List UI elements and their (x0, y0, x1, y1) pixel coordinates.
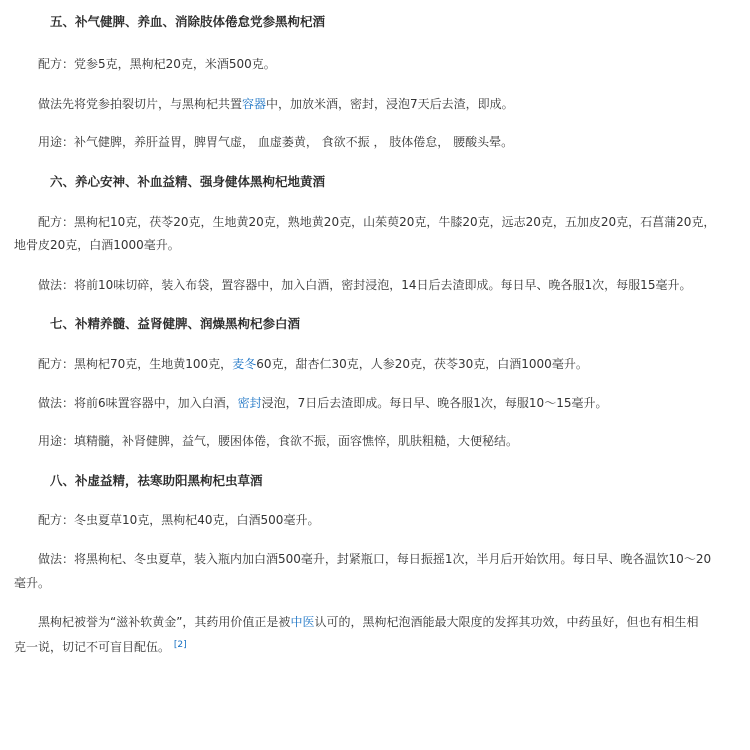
reference-link[interactable]: [2] (173, 640, 187, 650)
link-seal[interactable]: 密封 (237, 396, 262, 410)
method-7-text-b: 浸泡，7日后去渣即成。每日早、晚各服1次，每服10～15毫升。 (261, 396, 608, 410)
formula-8: 配方：冬虫夏草10克，黑枸杞40克，白酒500毫升。 (38, 513, 320, 527)
method-8-line1: 做法：将黑枸杞、冬虫夏草，装入瓶内加白酒500毫升，封紧瓶口，每日振摇1次，半月后开始饮用。每日早、晚各温饮10～20 (38, 552, 712, 566)
formula-7 (38, 356, 588, 372)
closing-text-b: 认可的，黑枸杞泡酒能最大限度的发挥其功效，中药虽好，但也有相生相 (314, 615, 699, 629)
usage-5: 用途：补气健脾，养肝益胃，脾胃气虚， 血虚萎黄， 食欲不振 ， 肢体倦怠， 腰酸头晕。 (38, 135, 514, 149)
method-5 (38, 96, 514, 112)
link-maidong[interactable]: 麦冬 (232, 357, 257, 371)
formula-7-text-b: 60克，甜杏仁30克，人参20克，茯苓30克，白酒1000毫升。 (256, 357, 588, 371)
formula-6-line2: 地骨皮20克，白酒1000毫升。 (14, 238, 180, 252)
closing-text-a: 黑枸杞被誉为“滋补软黄金”，其药用价值正是被 (38, 615, 291, 629)
section-heading-6: 六、养心安神、补血益精、强身健体黑枸杞地黄酒 (50, 174, 326, 189)
usage-7: 用途：填精髓，补肾健脾，益气，腰困体倦，食欲不振，面容憔悴，肌肤粗糙，大便秘结。 (38, 434, 519, 448)
formula-7-text-a: 配方：黑枸杞70克，生地黄100克， (38, 357, 233, 371)
method-7 (38, 395, 607, 411)
link-tcm[interactable]: 中医 (290, 615, 315, 629)
section-heading-8: 八、补虚益精，祛寒助阳黑枸杞虫草酒 (50, 473, 263, 488)
formula-5: 配方：党参5克，黑枸杞20克，米酒500克。 (38, 57, 276, 71)
method-5-text-b: 中，加放米酒，密封，浸泡7天后去渣，即成。 (266, 97, 514, 111)
method-5-text-a: 做法先将党参拍裂切片，与黑枸杞共置 (38, 97, 243, 111)
method-6: 做法：将前10味切碎，装入布袋，置容器中，加入白酒，密封浸泡，14日后去渣即成。每日早、晚各服1次，每服15毫升。 (38, 278, 692, 292)
link-container[interactable]: 容器 (242, 97, 267, 111)
closing-line2 (14, 637, 187, 655)
section-heading-5: 五、补气健脾、养血、消除肢体倦怠党参黑枸杞酒 (50, 14, 326, 29)
formula-6-line1: 配方：黑枸杞10克，茯苓20克，生地黄20克，熟地黄20克，山茱萸20克，牛膝20克，远志20克，五加皮20克，石菖蒲20克， (38, 215, 716, 229)
method-8-line2: 毫升。 (14, 576, 51, 590)
section-heading-7: 七、补精养髓、益肾健脾、润燥黑枸杞参白酒 (50, 316, 301, 331)
closing-text-c: 克一说，切记不可盲目配伍。 (14, 640, 171, 654)
closing-line1 (38, 614, 698, 630)
method-7-text-a: 做法：将前6味置容器中，加入白酒， (38, 396, 238, 410)
